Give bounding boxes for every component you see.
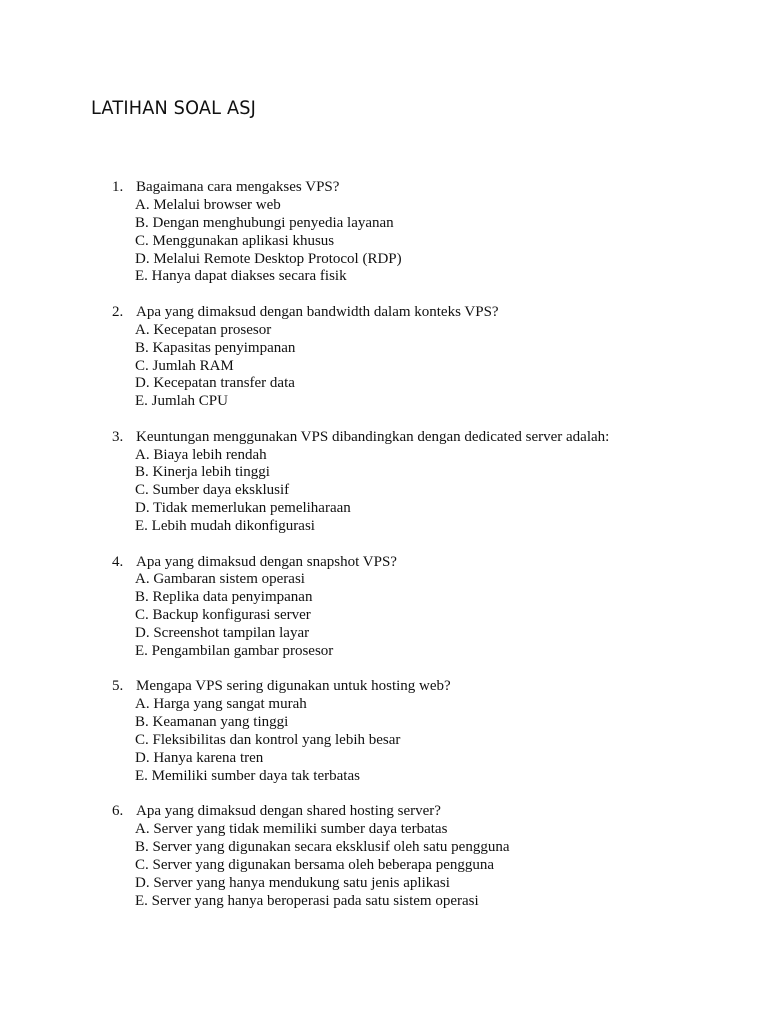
question-line: [0, 179, 768, 197]
question-item: [0, 429, 768, 536]
answer-option: B. Dengan menghubungi penyedia layanan: [135, 214, 394, 231]
option-list: [0, 447, 768, 536]
question-text: Apa yang dimaksud dengan shared hosting server?: [136, 803, 441, 820]
answer-option: A. Melalui browser web: [135, 196, 281, 213]
document-title: LATIHAN SOAL ASJ: [91, 97, 257, 119]
question-line: [0, 304, 768, 322]
answer-option: A. Server yang tidak memiliki sumber daya terbatas: [135, 821, 448, 838]
question-item: [0, 678, 768, 785]
question-text: Apa yang dimaksud dengan bandwidth dalam konteks VPS?: [136, 303, 499, 320]
answer-option: C. Backup konfigurasi server: [135, 607, 311, 624]
option-list: [0, 571, 768, 660]
option-list: [0, 696, 768, 785]
option-list: [0, 322, 768, 411]
option-list: [0, 197, 768, 286]
question-text: Apa yang dimaksud dengan snapshot VPS?: [136, 553, 397, 570]
answer-option: E. Pengambilan gambar prosesor: [135, 642, 334, 659]
answer-option: B. Keamanan yang tinggi: [135, 714, 289, 731]
question-item: [0, 304, 768, 411]
question-number: 4.: [112, 553, 124, 570]
question-item: [0, 179, 768, 286]
answer-option: C. Jumlah RAM: [135, 357, 234, 374]
answer-option: D. Kecepatan transfer data: [135, 375, 295, 392]
question-number: 2.: [112, 303, 124, 320]
answer-option: E. Lebih mudah dikonfigurasi: [135, 518, 315, 535]
answer-option: E. Server yang hanya beroperasi pada satu sistem operasi: [135, 892, 479, 909]
answer-option: D. Screenshot tampilan layar: [135, 625, 310, 642]
question-line: [0, 678, 768, 696]
answer-option: A. Biaya lebih rendah: [135, 446, 267, 463]
question-line: [0, 803, 768, 821]
answer-option: A. Gambaran sistem operasi: [135, 571, 305, 588]
answer-option: E. Jumlah CPU: [135, 393, 228, 410]
answer-option: D. Server yang hanya mendukung satu jenis aplikasi: [135, 874, 450, 891]
question-line: [0, 429, 768, 447]
question-item: [0, 803, 768, 910]
answer-option: B. Kapasitas penyimpanan: [135, 339, 296, 356]
answer-option: A. Kecepatan prosesor: [135, 321, 272, 338]
answer-option: C. Server yang digunakan bersama oleh beberapa pengguna: [135, 856, 495, 873]
option-list: [0, 821, 768, 910]
answer-option: A. Harga yang sangat murah: [135, 696, 307, 713]
question-text: Keuntungan menggunakan VPS dibandingkan dengan dedicated server adalah:: [136, 428, 610, 445]
answer-option: E. Hanya dapat diakses secara fisik: [135, 268, 347, 285]
answer-option: D. Hanya karena tren: [135, 749, 264, 766]
answer-option: B. Replika data penyimpanan: [135, 589, 313, 606]
question-number: 6.: [112, 803, 124, 820]
question-line: [0, 554, 768, 572]
question-number: 5.: [112, 678, 124, 695]
question-text: Mengapa VPS sering digunakan untuk hosting web?: [136, 678, 451, 695]
answer-option: C. Menggunakan aplikasi khusus: [135, 232, 335, 249]
answer-option: D. Melalui Remote Desktop Protocol (RDP): [135, 250, 402, 267]
question-item: [0, 554, 768, 661]
answer-option: C. Fleksibilitas dan kontrol yang lebih besar: [135, 732, 401, 749]
question-number: 3.: [112, 428, 124, 445]
answer-option: B. Kinerja lebih tinggi: [135, 464, 270, 481]
question-text: Bagaimana cara mengakses VPS?: [136, 179, 340, 195]
answer-option: E. Memiliki sumber daya tak terbatas: [135, 767, 360, 784]
question-list: [0, 179, 768, 928]
answer-option: B. Server yang digunakan secara eksklusif oleh satu pengguna: [135, 839, 510, 855]
answer-option: D. Tidak memerlukan pemeliharaan: [135, 500, 351, 517]
answer-option: C. Sumber daya eksklusif: [135, 482, 290, 499]
question-number: 1.: [112, 179, 124, 195]
